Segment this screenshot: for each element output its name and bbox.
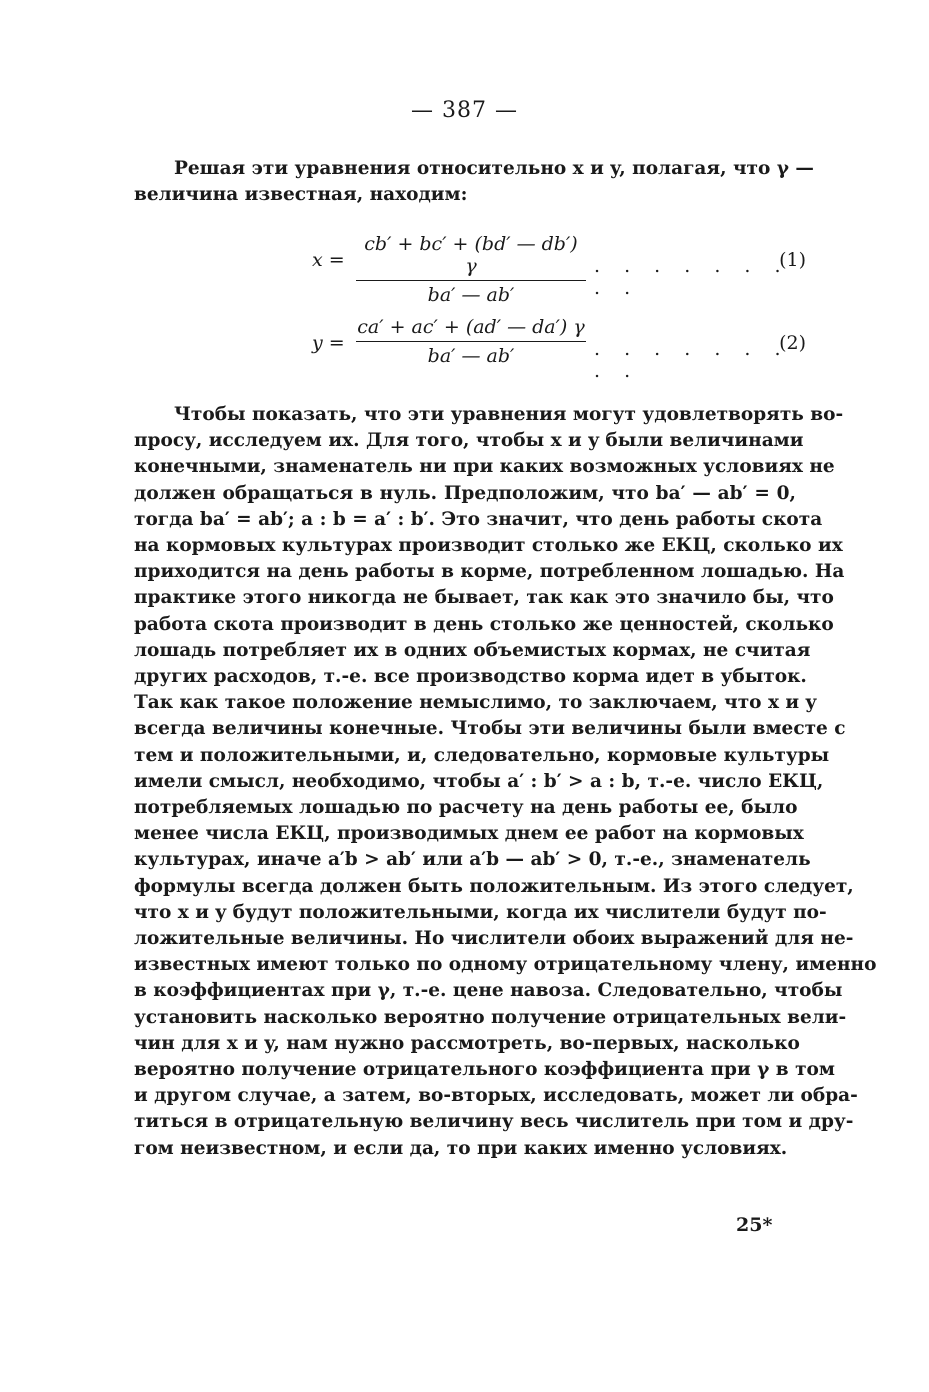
text-line: величина известная, находим: [134, 184, 468, 206]
formula-2 [312, 316, 806, 382]
text-line: практике этого никогда не бывает, так как это значило бы, что [134, 587, 834, 609]
text-line: потребляемых лошадью по расчету на день работы ее, было [134, 797, 798, 819]
equation-number: (1) [779, 249, 806, 271]
text-line: Решая эти уравнения относительно x и y, полагая, что γ — [174, 158, 814, 179]
text-line: на кормовых культурах производит столько же ЕКЦ, сколько их [134, 535, 843, 557]
text-line: Чтобы показать, что эти уравнения могут удовлетворять во- [174, 404, 844, 425]
text-line: тогда ba′ = ab′; a : b = a′ : b′. Это значит, что день работы скота [134, 508, 823, 530]
formula-fraction [356, 233, 586, 306]
formula-leader-dots: . . . . . . . . . [594, 255, 790, 299]
text-line: просу, исследуем их. Для того, чтобы x и y были величинами [134, 430, 804, 452]
text-line: лошадь потребляет их в одних объемистых кормах, не считая [134, 639, 811, 661]
text-line: должен обращаться в нуль. Предположим, что ba′ — ab′ = 0, [134, 482, 796, 504]
page-number: — 387 — [411, 98, 518, 123]
formula-denominator: ba′ — ab′ [427, 345, 515, 367]
formula-fraction [356, 316, 586, 367]
text-line: известных имеют только по одному отрицательному члену, именно [134, 954, 877, 976]
text-line: имели смысл, необходимо, чтобы a′ : b′ > a : b, т.-е. число ЕКЦ, [134, 770, 824, 792]
text-line: вероятно получение отрицательного коэффициента при γ в том [134, 1059, 835, 1081]
text-line: менее числа ЕКЦ, производимых днем ее работ на кормовых [134, 823, 804, 845]
equation-number: (2) [779, 332, 806, 354]
text-line: ложительные величины. Но числители обоих выражений для не- [134, 928, 854, 950]
formula-denominator: ba′ — ab′ [427, 284, 515, 306]
text-line: культурах, иначе a′b > ab′ или a′b — ab′ > 0, т.-е., знаменатель [134, 849, 811, 871]
text-line: приходится на день работы в корме, потребленном лошадью. На [134, 561, 845, 583]
text-line: что x и y будут положительными, когда их числители будут по- [134, 901, 827, 923]
text-line: установить насколько вероятно получение отрицательных вели- [134, 1006, 847, 1028]
formula-leader-dots: . . . . . . . . . [594, 338, 790, 382]
text-line: всегда величины конечные. Чтобы эти величины были вместе с [134, 718, 846, 740]
formula-1 [312, 233, 806, 306]
text-line: чин для x и y, нам нужно рассмотреть, во-первых, насколько [134, 1032, 800, 1054]
formula-lhs: x = [312, 249, 345, 271]
intro-paragraph [134, 156, 814, 208]
text-line: работа скота производит в день столько же ценностей, сколько [134, 613, 834, 635]
text-line: тем и положительными, и, следовательно, кормовые культуры [134, 744, 830, 766]
text-line: формулы всегда должен быть положительным. Из этого следует, [134, 875, 854, 897]
text-line: конечными, знаменатель ни при каких возможных условиях не [134, 456, 835, 478]
text-line: в коэффициентах при γ, т.-е. цене навоза. Следовательно, чтобы [134, 980, 843, 1002]
text-line: гом неизвестном, и если да, то при каких именно условиях. [134, 1137, 788, 1159]
formula-lhs: y = [312, 332, 345, 354]
text-line: других расходов, т.-е. все производство корма идет в убыток. [134, 666, 807, 688]
text-line: Так как такое положение немыслимо, то заключаем, что x и y [134, 692, 817, 714]
formula-numerator: ca′ + ac′ + (ad′ — da′) γ [356, 316, 586, 342]
signature-mark: 25* [736, 1214, 773, 1236]
body-paragraph [134, 402, 877, 1162]
text-line: титься в отрицательную величину весь числитель при том и дру- [134, 1111, 854, 1133]
formula-numerator: cb′ + bc′ + (bd′ — db′) γ [356, 233, 586, 281]
text-line: и другом случае, а затем, во-вторых, исследовать, может ли обра- [134, 1085, 858, 1107]
